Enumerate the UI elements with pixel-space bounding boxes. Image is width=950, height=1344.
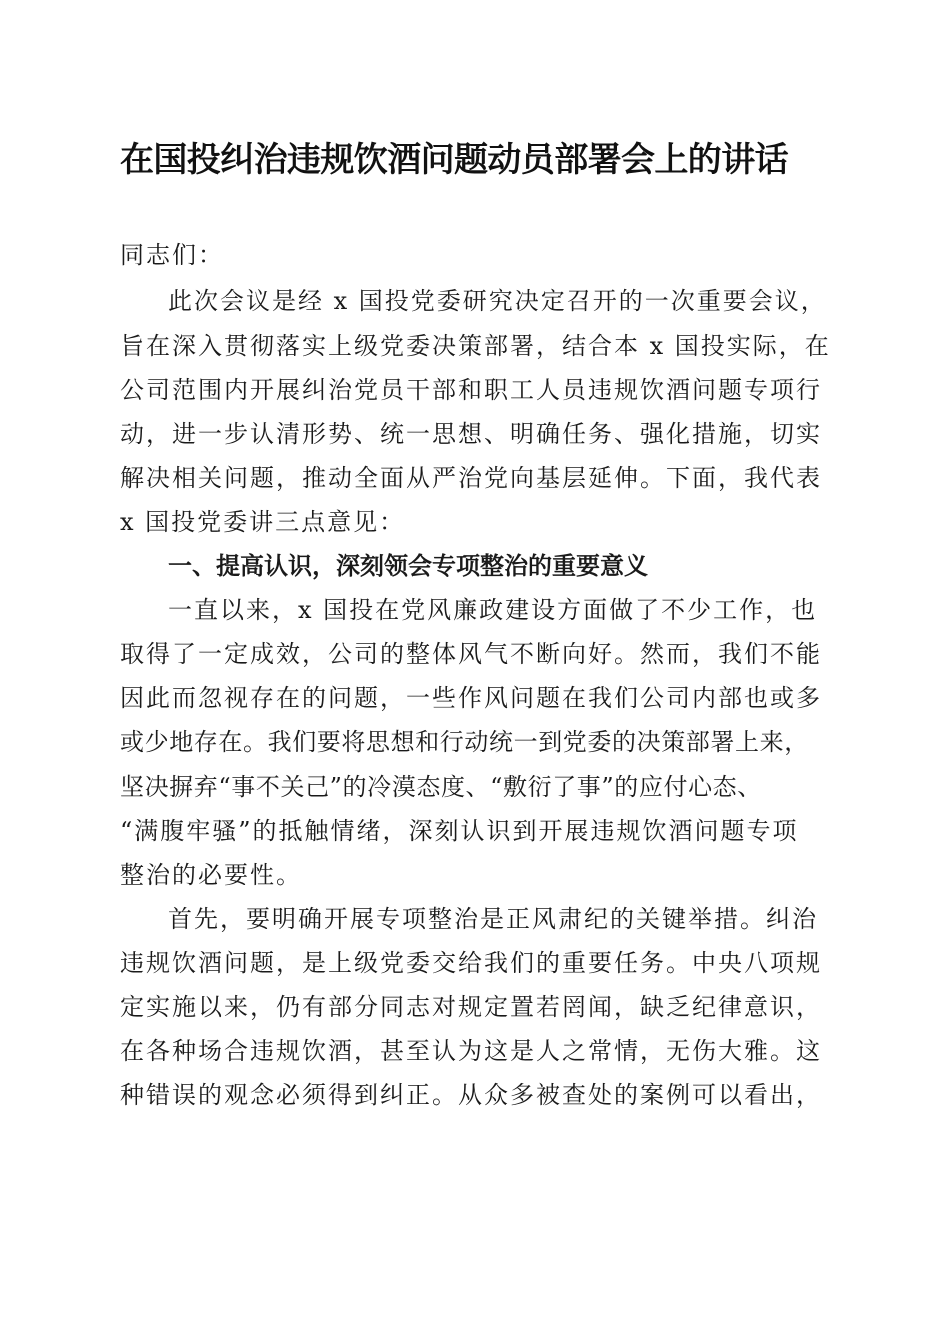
paragraph-line: 一直以来，x 国投在党风廉政建设方面做了不少工作，也 [168,596,818,624]
document-title: 在国投纠治违规饮酒问题动员部署会上的讲话 [120,140,788,180]
paragraph-line: 此次会议是经 x 国投党委研究决定召开的一次重要会议， [168,287,827,315]
paragraph-line: 公司范围内开展纠治党员干部和职工人员违规饮酒问题专项行 [120,376,822,404]
paragraph-line: 种错误的观念必须得到纠正。从众多被查处的案例可以看出， [120,1081,822,1109]
section-heading: 一、提高认识，深刻领会专项整治的重要意义 [168,552,648,580]
paragraph-line: 首先，要明确开展专项整治是正风肃纪的关键举措。纠治 [168,905,818,933]
paragraph-line: “满腹牢骚”的抵触情绪，深刻认识到开展违规饮酒问题专项 [120,817,799,845]
paragraph-line: 因此而忽视存在的问题，一些作风问题在我们公司内部也或多 [120,684,822,712]
paragraph-line: x 国投党委讲三点意见： [120,508,406,536]
paragraph-line: 坚决摒弃“事不关己”的冷漠态度、“敷衍了事”的应付心态、 [120,773,762,801]
paragraph-line: 整治的必要性。 [120,861,302,889]
paragraph-line: 解决相关问题，推动全面从严治党向基层延伸。下面，我代表 [120,464,822,492]
paragraph-line: 取得了一定成效，公司的整体风气不断向好。然而，我们不能 [120,640,822,668]
salutation: 同志们： [120,241,224,269]
paragraph-line: 定实施以来，仍有部分同志对规定置若罔闻，缺乏纪律意识， [120,993,822,1021]
paragraph-line: 动，进一步认清形势、统一思想、明确任务、强化措施，切实 [120,420,822,448]
paragraph-line: 在各种场合违规饮酒，甚至认为这是人之常情，无伤大雅。这 [120,1037,822,1065]
paragraph-line: 或少地存在。我们要将思想和行动统一到党委的决策部署上来， [120,728,809,756]
paragraph-line: 旨在深入贯彻落实上级党委决策部署，结合本 x 国投实际，在 [120,332,831,360]
paragraph-line: 违规饮酒问题，是上级党委交给我们的重要任务。中央八项规 [120,949,822,977]
